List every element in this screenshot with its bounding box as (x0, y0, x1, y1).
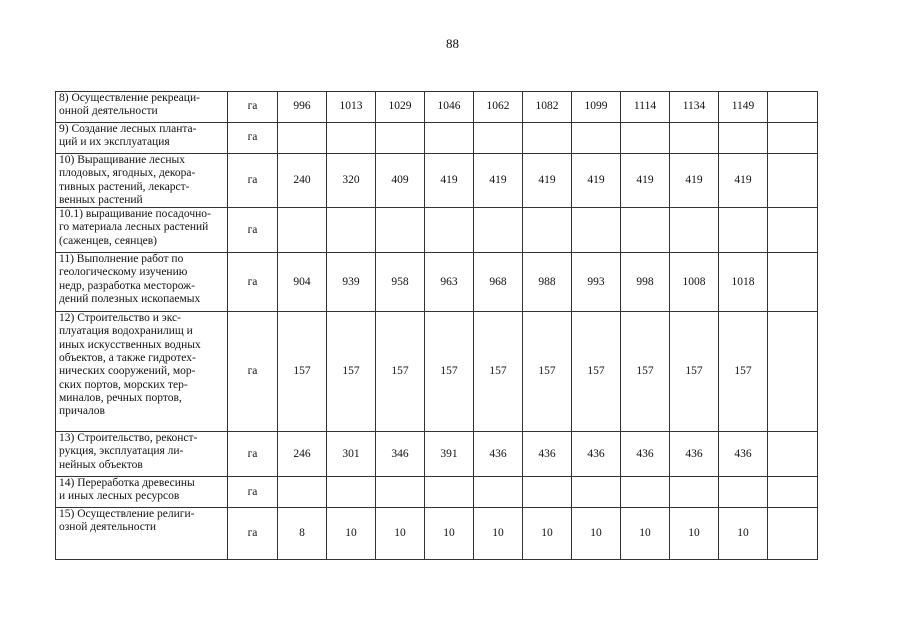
value-cell: 939 (327, 253, 376, 312)
value-cell (327, 477, 376, 508)
table-row (56, 123, 818, 154)
row-label: 8) Осуществление рекреаци- онной деятельности (56, 92, 228, 123)
row-label: 14) Переработка древесины и иных лесных ресурсов (56, 477, 228, 508)
value-cell: 963 (425, 253, 474, 312)
value-cell: 998 (621, 253, 670, 312)
value-cell: 320 (327, 154, 376, 208)
value-cell: 436 (474, 432, 523, 477)
value-cell (327, 208, 376, 253)
unit-cell: га (228, 312, 278, 432)
value-cell: 157 (425, 312, 474, 432)
value-cell: 157 (670, 312, 719, 432)
value-cell: 10 (670, 508, 719, 560)
value-cell (474, 123, 523, 154)
value-cell (523, 477, 572, 508)
value-cell: 157 (523, 312, 572, 432)
value-cell: 1008 (670, 253, 719, 312)
table-row (56, 92, 818, 123)
value-cell: 1099 (572, 92, 621, 123)
value-cell: 157 (719, 312, 768, 432)
value-cell: 391 (425, 432, 474, 477)
value-cell: 1018 (719, 253, 768, 312)
value-cell (719, 123, 768, 154)
value-cell (572, 477, 621, 508)
value-cell (278, 477, 327, 508)
value-cell: 8 (278, 508, 327, 560)
unit-cell: га (228, 253, 278, 312)
unit-cell: га (228, 154, 278, 208)
table-row (56, 208, 818, 253)
value-cell (768, 477, 818, 508)
value-cell: 10 (523, 508, 572, 560)
table-row (56, 253, 818, 312)
value-cell: 157 (327, 312, 376, 432)
unit-cell: га (228, 477, 278, 508)
row-label: 11) Выполнение работ по геологическому изучению недр, разработка месторож- дений полезных ископаемых (56, 253, 228, 312)
value-cell: 1046 (425, 92, 474, 123)
unit-cell: га (228, 123, 278, 154)
row-label: 10) Выращивание лесных плодовых, ягодных, декора- тивных растений, лекарст- венных растений (56, 154, 228, 208)
value-cell (768, 432, 818, 477)
value-cell (425, 477, 474, 508)
value-cell: 1114 (621, 92, 670, 123)
row-label: 13) Строительство, реконст- рукция, эксплуатация ли- нейных объектов (56, 432, 228, 477)
value-cell: 157 (621, 312, 670, 432)
unit-cell: га (228, 432, 278, 477)
value-cell: 419 (719, 154, 768, 208)
value-cell: 968 (474, 253, 523, 312)
value-cell (572, 123, 621, 154)
value-cell: 436 (719, 432, 768, 477)
value-cell: 10 (327, 508, 376, 560)
value-cell (572, 208, 621, 253)
value-cell (621, 477, 670, 508)
value-cell (670, 123, 719, 154)
value-cell: 157 (572, 312, 621, 432)
value-cell (670, 208, 719, 253)
value-cell: 246 (278, 432, 327, 477)
row-label: 9) Создание лесных планта- ций и их эксплуатация (56, 123, 228, 154)
value-cell (768, 123, 818, 154)
value-cell: 10 (719, 508, 768, 560)
value-cell: 10 (621, 508, 670, 560)
value-cell (425, 123, 474, 154)
value-cell: 958 (376, 253, 425, 312)
value-cell (768, 92, 818, 123)
value-cell (523, 123, 572, 154)
value-cell (768, 312, 818, 432)
row-label: 15) Осуществление религи- озной деятельности (56, 508, 228, 560)
value-cell: 10 (425, 508, 474, 560)
value-cell: 419 (572, 154, 621, 208)
value-cell: 436 (523, 432, 572, 477)
value-cell (768, 208, 818, 253)
value-cell (278, 208, 327, 253)
unit-cell: га (228, 92, 278, 123)
value-cell: 240 (278, 154, 327, 208)
value-cell (376, 208, 425, 253)
row-label: 12) Строительство и экс- плуатация водохранилищ и иных искусственных водных объектов, а также гидротех- нических сооружений, мор- ских портов, морских тер- миналов, речных портов, причалов (56, 312, 228, 432)
value-cell: 419 (621, 154, 670, 208)
value-cell (670, 477, 719, 508)
value-cell: 346 (376, 432, 425, 477)
table-body (56, 92, 818, 560)
value-cell: 436 (670, 432, 719, 477)
value-cell: 904 (278, 253, 327, 312)
value-cell: 1149 (719, 92, 768, 123)
table-row (56, 477, 818, 508)
value-cell: 419 (523, 154, 572, 208)
value-cell (621, 123, 670, 154)
value-cell (768, 508, 818, 560)
value-cell: 10 (474, 508, 523, 560)
value-cell: 436 (621, 432, 670, 477)
value-cell: 10 (572, 508, 621, 560)
value-cell: 10 (376, 508, 425, 560)
value-cell (425, 208, 474, 253)
value-cell (719, 208, 768, 253)
value-cell: 157 (278, 312, 327, 432)
value-cell (621, 208, 670, 253)
value-cell: 1062 (474, 92, 523, 123)
value-cell: 157 (474, 312, 523, 432)
value-cell: 157 (376, 312, 425, 432)
row-label: 10.1) выращивание посадочно- го материала лесных растений (саженцев, сеянцев) (56, 208, 228, 253)
value-cell: 419 (425, 154, 474, 208)
value-cell: 419 (474, 154, 523, 208)
value-cell: 419 (670, 154, 719, 208)
page-number: 88 (446, 36, 459, 51)
value-cell (523, 208, 572, 253)
value-cell: 993 (572, 253, 621, 312)
unit-cell: га (228, 208, 278, 253)
unit-cell: га (228, 508, 278, 560)
table-row (56, 154, 818, 208)
value-cell (327, 123, 376, 154)
value-cell: 1013 (327, 92, 376, 123)
value-cell: 1029 (376, 92, 425, 123)
value-cell (376, 477, 425, 508)
value-cell (474, 208, 523, 253)
value-cell: 301 (327, 432, 376, 477)
value-cell: 988 (523, 253, 572, 312)
table-row (56, 508, 818, 560)
value-cell (768, 253, 818, 312)
table-row (56, 432, 818, 477)
value-cell (768, 154, 818, 208)
table-row (56, 312, 818, 432)
value-cell (376, 123, 425, 154)
value-cell: 436 (572, 432, 621, 477)
value-cell: 996 (278, 92, 327, 123)
forest-use-table (55, 91, 818, 560)
value-cell (474, 477, 523, 508)
value-cell (719, 477, 768, 508)
value-cell: 1134 (670, 92, 719, 123)
value-cell: 409 (376, 154, 425, 208)
value-cell: 1082 (523, 92, 572, 123)
value-cell (278, 123, 327, 154)
